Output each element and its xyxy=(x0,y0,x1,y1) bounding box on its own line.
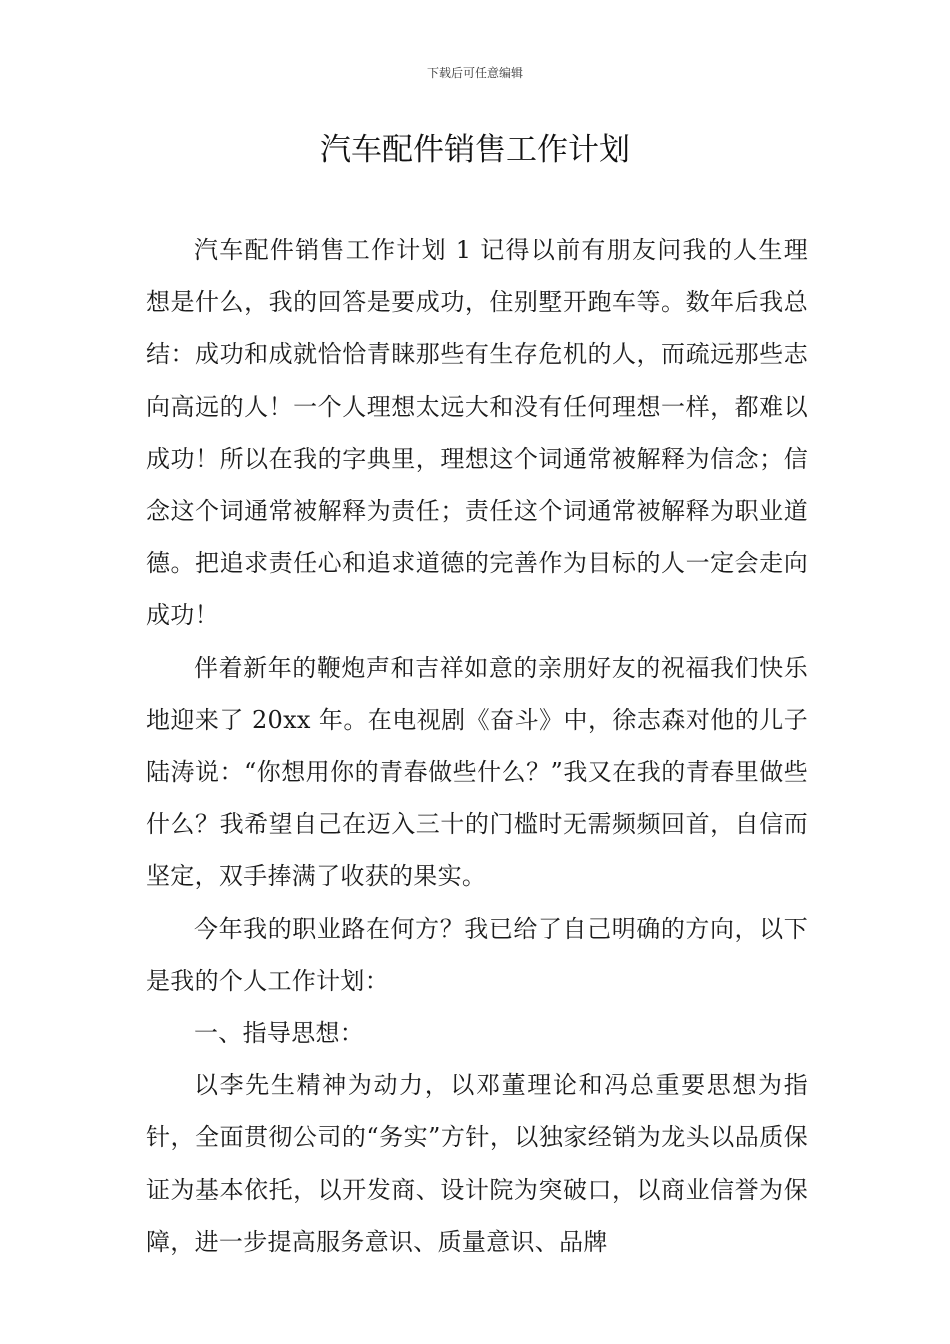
document-title: 汽车配件销售工作计划 xyxy=(320,132,630,168)
section-heading-guiding-ideology: 一、指导思想： xyxy=(194,1019,365,1048)
page-header-note: 下载后可任意编辑 xyxy=(426,66,523,80)
paragraph-new-year: 伴着新年的鞭炮声和吉祥如意的亲朋好友的祝福我们快乐地迎来了 20xx 年。在电视剧《奋斗》中，徐志森对他的儿子陆涛说：“你想用你的青春做些什么？”我又在我的青春里做些什么？我希望自己在迈入三十的门槛时无需频频回首，自信而坚定，双手捧满了收获的果实。 xyxy=(146,653,808,891)
paragraph-intro: 汽车配件销售工作计划 1 记得以前有朋友问我的人生理想是什么，我的回答是要成功，住别墅开跑车等。数年后我总结：成功和成就恰恰青睐那些有生存危机的人，而疏远那些志向高远的人！一个人理想太远大和没有任何理想一样，都难以成功！所以在我的字典里，理想这个词通常被解释为信念；信念这个词通常被解释为责任；责任这个词通常被解释为职业道德。把追求责任心和追求道德的完善作为目标的人一定会走向成功！ xyxy=(146,236,808,630)
paragraph-guiding-ideology: 以李先生精神为动力，以邓董理论和冯总重要思想为指针，全面贯彻公司的“务实”方针，以独家经销为龙头以品质保证为基本依托，以开发商、设计院为突破口，以商业信誉为保障，进一步提高服务意识、质量意识、品牌 xyxy=(146,1071,808,1256)
paragraph-career-path: 今年我的职业路在何方？我已给了自己明确的方向，以下是我的个人工作计划： xyxy=(146,914,808,995)
document-body xyxy=(146,224,808,1268)
